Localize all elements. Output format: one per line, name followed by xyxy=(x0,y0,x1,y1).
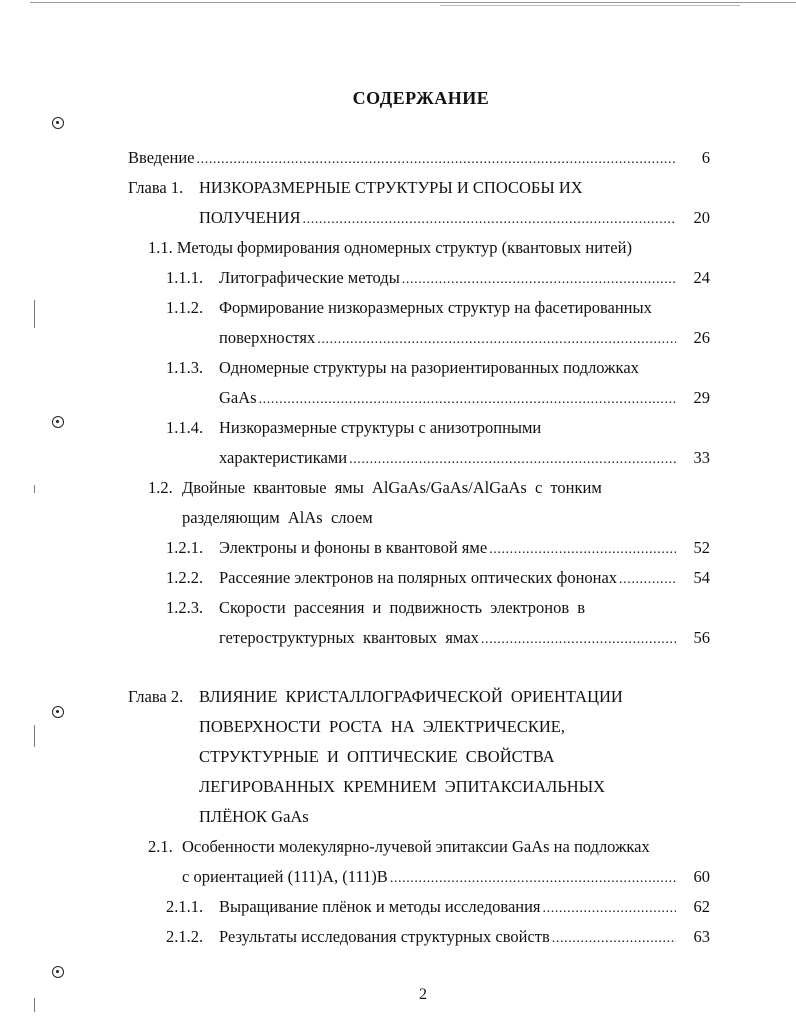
toc-entry-text: разделяющим AlAs слоем xyxy=(182,508,373,527)
toc-page-number: 56 xyxy=(693,628,710,647)
toc-section-1-1-4[interactable] xyxy=(166,416,710,440)
toc-section-1-1-2[interactable] xyxy=(166,296,710,320)
toc-section-2-1[interactable] xyxy=(148,835,713,859)
toc-entry-text: Скорости рассеяния и подвижность электронов в xyxy=(219,598,586,617)
toc-chapter-2-cont[interactable] xyxy=(199,715,639,739)
toc-entry-text: Результаты исследования структурных свойств xyxy=(219,927,550,946)
toc-section-number: 2.1.1. xyxy=(166,897,204,916)
toc-entry-text: Литографические методы xyxy=(219,268,400,287)
toc-section-number: 1.2. xyxy=(148,478,173,497)
toc-section-number: 1.2.2. xyxy=(166,568,204,587)
toc-section-number: 1.1.3. xyxy=(166,358,204,377)
toc-page-number: 62 xyxy=(693,897,710,916)
toc-entry-text: характеристиками xyxy=(219,448,348,467)
toc-leader xyxy=(481,628,676,652)
toc-chapter-2-cont[interactable] xyxy=(199,745,639,769)
toc-entry-text: НИЗКОРАЗМЕРНЫЕ СТРУКТУРЫ И СПОСОБЫ ИХ xyxy=(199,178,583,197)
toc-entry-text: с ориентацией (111)А, (111)В xyxy=(182,867,388,886)
toc-entry-text: Выращивание плёнок и методы исследования xyxy=(219,897,541,916)
binder-hole-icon xyxy=(52,416,64,428)
toc-chapter-2[interactable] xyxy=(128,685,668,709)
toc-leader xyxy=(489,538,676,562)
toc-section-number: 1.1.1. xyxy=(166,268,204,287)
toc-page-number: 26 xyxy=(693,328,710,347)
toc-entry-text: ЛЕГИРОВАННЫХ КРЕМНИЕМ ЭПИТАКСИАЛЬНЫХ xyxy=(199,777,606,796)
toc-page-number: 54 xyxy=(693,568,710,587)
toc-entry-text: гетероструктурных квантовых ямах xyxy=(219,628,479,647)
toc-page-number: 52 xyxy=(693,538,710,557)
page-number: 2 xyxy=(419,986,427,1003)
toc-section-1-1-3[interactable] xyxy=(166,356,710,380)
scan-top-line xyxy=(30,2,796,3)
binder-hole-icon xyxy=(52,706,64,718)
toc-entry-text: GaAs xyxy=(219,388,257,407)
toc-section-number: 1.2.1. xyxy=(166,538,204,557)
toc-section-1-2-1[interactable] xyxy=(166,536,710,560)
toc-chapter-1-cont[interactable] xyxy=(199,206,710,230)
toc-section-1-2-3[interactable] xyxy=(166,596,613,620)
toc-entry-text: ВЛИЯНИЕ КРИСТАЛЛОГРАФИЧЕСКОЙ ОРИЕНТАЦИИ xyxy=(199,687,623,706)
toc-section-2-1-2[interactable] xyxy=(166,925,710,949)
toc-section-2-1-cont[interactable] xyxy=(182,865,710,889)
toc-leader xyxy=(543,897,676,921)
toc-section-number: 1.1.2. xyxy=(166,298,204,317)
toc-chapter-1[interactable] xyxy=(128,176,710,200)
scan-margin-mark xyxy=(34,725,35,747)
toc-section-number: 2.1.2. xyxy=(166,927,204,946)
toc-entry-text: Введение xyxy=(128,148,195,167)
toc-chapter-2-cont[interactable] xyxy=(199,805,499,829)
toc-entry-text: Двойные квантовые ямы AlGaAs/GaAs/AlGaAs с тонким xyxy=(182,478,602,497)
toc-section-1-2[interactable] xyxy=(148,476,633,500)
toc-page-number: 33 xyxy=(693,448,710,467)
toc-entry-intro[interactable] xyxy=(128,146,710,170)
toc-leader xyxy=(390,867,676,891)
toc-chapter-number: Глава 2. xyxy=(128,687,184,706)
scan-margin-mark xyxy=(34,300,35,328)
scan-top-line xyxy=(440,5,740,6)
toc-entry-text: СТРУКТУРНЫЕ И ОПТИЧЕСКИЕ СВОЙСТВА xyxy=(199,747,555,766)
toc-section-number: 2.1. xyxy=(148,837,173,856)
toc-page-number: 24 xyxy=(693,268,710,287)
toc-chapter-number: Глава 1. xyxy=(128,178,184,197)
toc-entry-text: Рассеяние электронов на полярных оптических фононах xyxy=(219,568,618,587)
toc-section-number: 1.1.4. xyxy=(166,418,204,437)
toc-leader xyxy=(402,268,676,292)
toc-leader xyxy=(619,568,676,592)
toc-leader xyxy=(259,388,676,412)
toc-section-2-1-1[interactable] xyxy=(166,895,710,919)
toc-entry-text: ПОВЕРХНОСТИ РОСТА НА ЭЛЕКТРИЧЕСКИЕ, xyxy=(199,717,565,736)
toc-leader xyxy=(349,448,676,472)
binder-hole-icon xyxy=(52,966,64,978)
toc-chapter-2-cont[interactable] xyxy=(199,775,669,799)
toc-leader xyxy=(303,208,676,232)
toc-section-1-1[interactable] xyxy=(148,236,708,260)
toc-entry-text: ПЛЁНОК GaAs xyxy=(199,807,309,826)
page-title: СОДЕРЖАНИЕ xyxy=(352,88,490,108)
toc-section-1-1-4-cont[interactable] xyxy=(219,446,710,470)
toc-page-number: 6 xyxy=(701,148,710,167)
toc-leader xyxy=(317,328,676,352)
toc-section-1-2-2[interactable] xyxy=(166,566,710,590)
binder-hole-icon xyxy=(52,117,64,129)
toc-entry-text: Низкоразмерные структуры с анизотропными xyxy=(219,418,542,437)
toc-entry-text: ПОЛУЧЕНИЯ xyxy=(199,208,301,227)
toc-section-1-2-3-cont[interactable] xyxy=(219,626,710,650)
toc-entry-text: поверхностях xyxy=(219,328,316,347)
toc-entry-text: Электроны и фононы в квантовой яме xyxy=(219,538,488,557)
toc-section-1-1-3-cont[interactable] xyxy=(219,386,710,410)
toc-entry-text: Одномерные структуры на разориентированных подложках xyxy=(219,358,639,377)
toc-section-1-1-1[interactable] xyxy=(166,266,710,290)
scan-margin-mark xyxy=(34,485,35,493)
toc-entry-text: 1.1. Методы формирования одномерных структур (квантовых нитей) xyxy=(148,238,632,257)
toc-page-number: 63 xyxy=(693,927,710,946)
toc-section-number: 1.2.3. xyxy=(166,598,204,617)
toc-page-number: 20 xyxy=(693,208,710,227)
toc-leader xyxy=(197,148,676,172)
toc-section-1-2-cont[interactable] xyxy=(182,506,582,530)
toc-entry-text: Формирование низкоразмерных структур на фасетированных xyxy=(219,298,652,317)
toc-page-number: 60 xyxy=(693,867,710,886)
toc-leader xyxy=(552,927,676,951)
toc-section-1-1-2-cont[interactable] xyxy=(219,326,710,350)
toc-page-number: 29 xyxy=(693,388,710,407)
toc-entry-text: Особенности молекулярно-лучевой эпитаксии GaAs на подложках xyxy=(182,837,650,856)
